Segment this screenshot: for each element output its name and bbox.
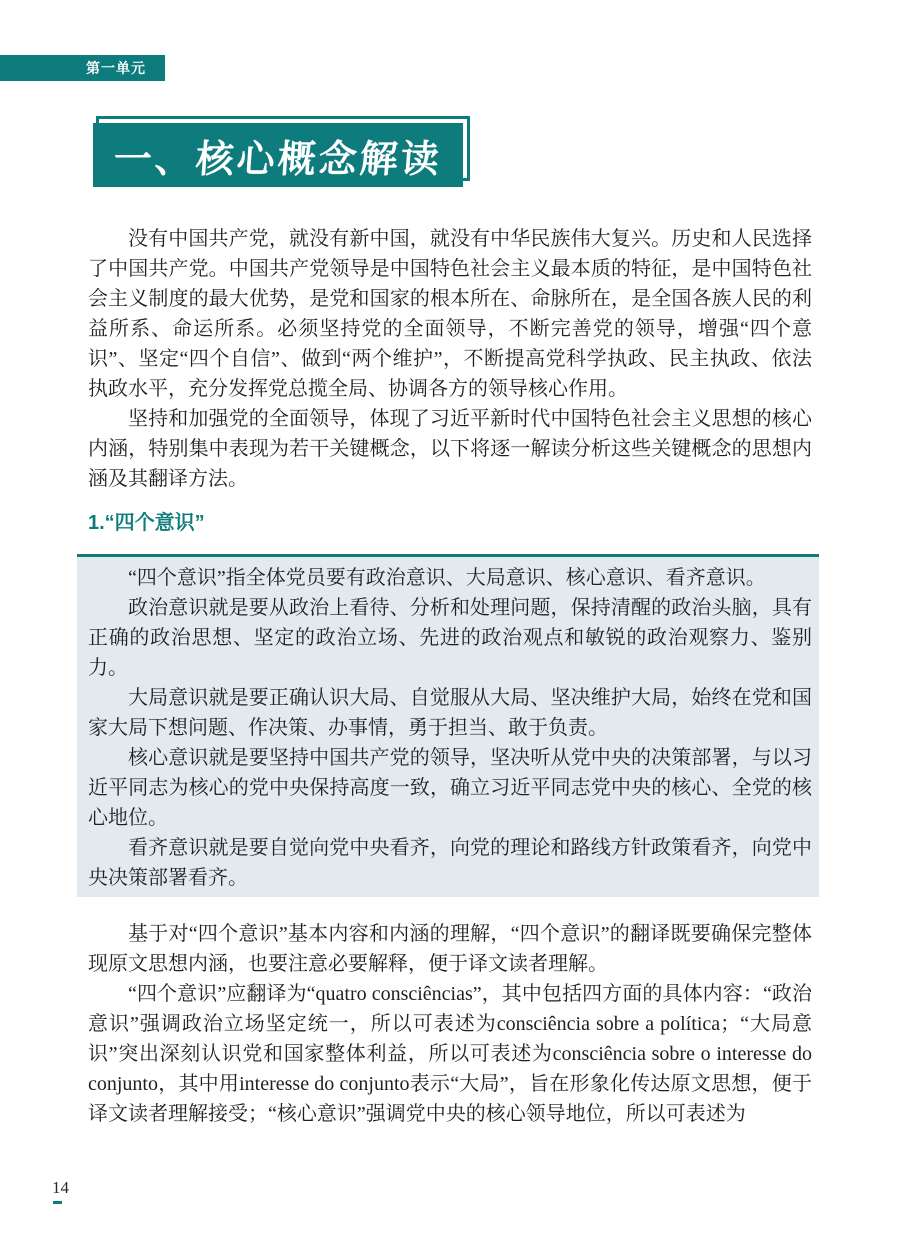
- translation-analysis-paragraph-2: “四个意识”应翻译为“quatro consciências”，其中包括四方面的具体内容：“政治意识”强调政治立场坚定统一，所以可表述为consciência sobre a política；“大局意识”突出深刻认识党和国家整体利益，所以可表述为consciência sobre o interesse do conjunto，其中用interesse do conjunto表示“大局”，旨在形象化传达原文思想，便于译文读者理解接受；“核心意识”强调党中央的核心领导地位，所以可表述为: [88, 983, 812, 1125]
- chapter-title: 一、核心概念解读: [112, 138, 444, 181]
- chapter-title-banner: [93, 110, 473, 188]
- page-number-rule: [53, 1201, 62, 1204]
- unit-tab: 第一单元: [0, 55, 165, 81]
- concept-definition-box: [77, 554, 819, 897]
- box-paragraph-overview: “四个意识”指全体党员要有政治意识、大局意识、核心意识、看齐意识。: [128, 567, 766, 589]
- box-paragraph-political-awareness: 政治意识就是要从政治上看待、分析和处理问题，保持清醒的政治头脑，具有正确的政治思想、坚定的政治立场、先进的政治观点和敏锐的政治观察力、鉴别力。: [88, 597, 812, 679]
- intro-paragraph-2: 坚持和加强党的全面领导，体现了习近平新时代中国特色社会主义思想的核心内涵，特别集中表现为若干关键概念，以下将逐一解读分析这些关键概念的思想内涵及其翻译方法。: [88, 408, 812, 490]
- section-heading: 1.“四个意识”: [88, 512, 205, 534]
- box-paragraph-core-awareness: 核心意识就是要坚持中国共产党的领导，坚决听从党中央的决策部署，与以习近平同志为核心的党中央保持高度一致，确立习近平同志党中央的核心、全党的核心地位。: [88, 747, 812, 829]
- intro-paragraph-1: 没有中国共产党，就没有新中国，就没有中华民族伟大复兴。历史和人民选择了中国共产党。中国共产党领导是中国特色社会主义最本质的特征，是中国特色社会主义制度的最大优势，是党和国家的根本所在、命脉所在，是全国各族人民的利益所系、命运所系。必须坚持党的全面领导，不断完善党的领导，增强“四个意识”、坚定“四个自信”、做到“两个维护”，不断提高党科学执政、民主执政、依法执政水平，充分发挥党总揽全局、协调各方的领导核心作用。: [88, 228, 812, 400]
- translation-analysis-paragraph-1: 基于对“四个意识”基本内容和内涵的理解，“四个意识”的翻译既要确保完整体现原文思想内涵，也要注意必要解释，便于译文读者理解。: [88, 923, 812, 975]
- banner-background: [93, 123, 463, 187]
- main-text-column: [88, 224, 812, 1129]
- box-paragraph-alignment-awareness: 看齐意识就是要自觉向党中央看齐，向党的理论和路线方针政策看齐，向党中央决策部署看齐。: [88, 837, 812, 889]
- box-paragraph-big-picture-awareness: 大局意识就是要正确认识大局、自觉服从大局、坚决维护大局，始终在党和国家大局下想问题、作决策、办事情，勇于担当、敢于负责。: [88, 687, 812, 739]
- page-number: 14: [52, 1178, 69, 1197]
